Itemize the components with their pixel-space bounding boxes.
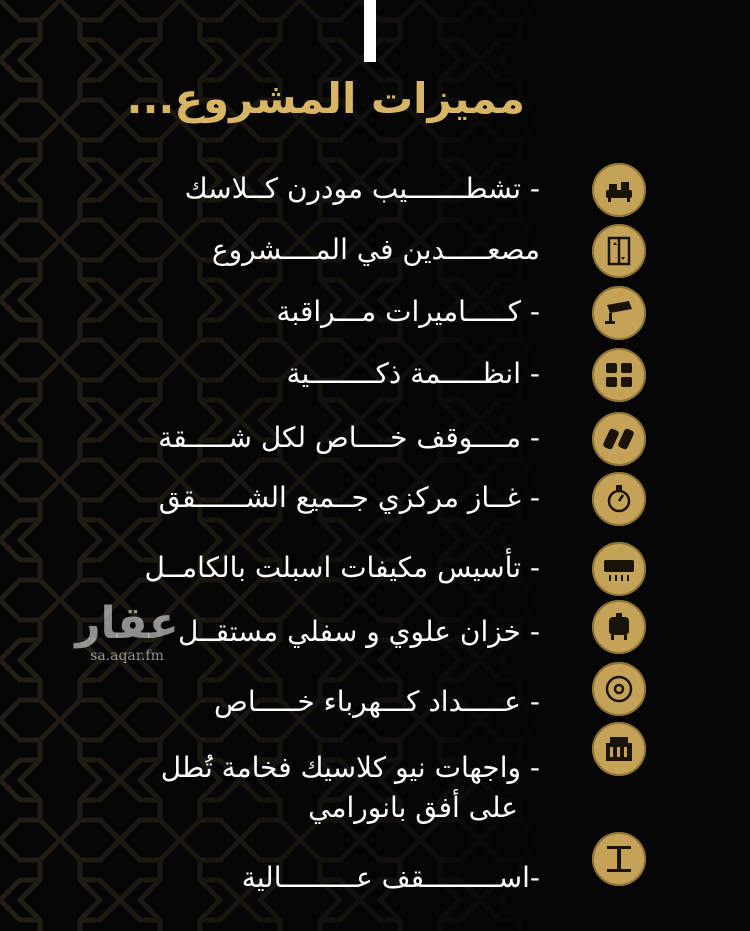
watermark-url: sa.aqar.fm: [90, 648, 164, 664]
page-title: مميزات المشروع...: [126, 74, 525, 123]
furniture-icon: [592, 163, 646, 217]
feature-text-line2: على أفق بانورامي: [308, 791, 518, 824]
air-conditioner-icon: [592, 542, 646, 596]
feature-text: - انظـــــمة ذكــــــــية: [286, 357, 540, 390]
watermark: [62, 600, 192, 664]
ceiling-icon: [592, 832, 646, 886]
feature-text: - عـــــداد كـــهرباء خـــــاص: [214, 685, 540, 718]
feature-text: - خزان علوي و سفلي مستقــل: [177, 615, 540, 648]
gas-icon: [592, 472, 646, 526]
meter-icon: [592, 662, 646, 716]
smart-system-icon: [592, 348, 646, 402]
feature-text: - تأسيس مكيفات اسبلت بالكامــل: [144, 551, 540, 584]
elevator-icon: [592, 224, 646, 278]
feature-text-line1: - واجهات نيو كلاسيك فخامة تُطل: [160, 751, 540, 784]
watermark-logo: عقار: [75, 598, 179, 649]
facade-icon: [592, 722, 646, 776]
top-accent-bar: [364, 0, 376, 62]
parking-icon: [592, 412, 646, 466]
water-tank-icon: [592, 600, 646, 654]
feature-text: - كـــــاميرات مـــراقبة: [276, 295, 540, 328]
feature-text: [161, 748, 540, 828]
feature-text: - مــــوقف خــــاص لكل شـــــقة: [158, 421, 540, 454]
feature-text: مصعـــــدين في المــــشروع: [211, 233, 540, 266]
feature-text: - غــاز مركزي جــميع الشــــــقق: [158, 481, 540, 514]
feature-text: - تشطـــــــيب مودرن كــلاسك: [184, 172, 540, 205]
feature-text: -اســـــــــقف عـــــــــالية: [241, 861, 540, 894]
camera-icon: [592, 286, 646, 340]
